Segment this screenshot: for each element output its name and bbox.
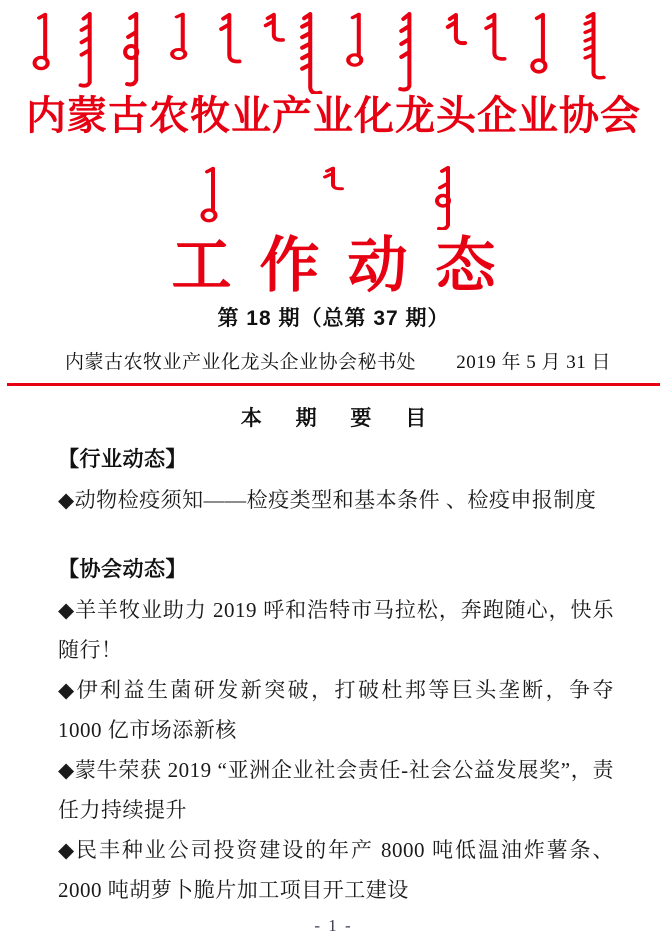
publish-date: 2019 年 5 月 31 日 <box>456 352 611 373</box>
section-title-association: 【协会动态】 <box>58 558 187 581</box>
page-number: - 1 - <box>314 916 353 935</box>
publisher-date-row <box>65 347 611 374</box>
section-title-industry: 【行业动态】 <box>58 448 187 471</box>
publisher: 内蒙古农牧业产业化龙头企业协会秘书处 <box>65 352 417 373</box>
toc-item: ◆民丰种业公司投资建设的年产 8000 吨低温油炸薯条、2000 吨胡萝卜脆片加工项目开工建设 <box>58 838 614 902</box>
mongolian-script-top-icon <box>30 12 637 94</box>
red-divider-rule <box>7 383 660 386</box>
toc-item: ◆羊羊牧业助力 2019 呼和浩特市马拉松，奔跑随心，快乐随行！ <box>58 598 614 662</box>
toc-content <box>58 440 614 910</box>
toc-item: ◆动物检疫须知——检疫类型和基本条件 、检疫申报制度 <box>58 488 597 512</box>
bulletin-title: 工作动态 <box>171 233 524 299</box>
toc-item: ◆蒙牛荣获 2019 “亚洲企业社会责任-社会公益发展奖”，责任力持续提升 <box>58 758 614 822</box>
issue-number: 第 18 期（总第 37 期） <box>217 307 450 330</box>
toc-heading: 本 期 要 目 <box>240 407 441 430</box>
toc-item: ◆伊利益生菌研发新突破，打破杜邦等巨头垄断，争夺 1000 亿市场添新核 <box>58 678 614 742</box>
org-title: 内蒙古农牧业产业化龙头企业协会 <box>26 93 641 138</box>
